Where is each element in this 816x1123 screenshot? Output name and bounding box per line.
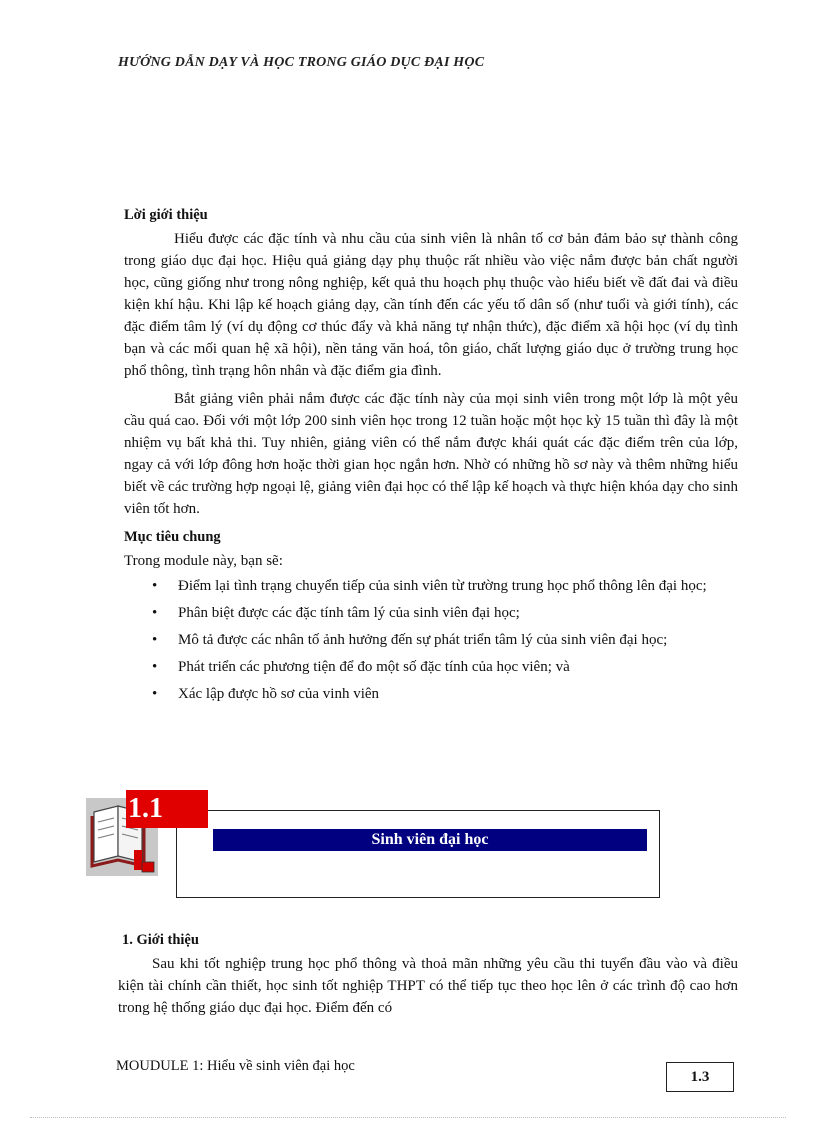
running-header: HƯỚNG DẪN DẠY VÀ HỌC TRONG GIÁO DỤC ĐẠI HỌC	[118, 55, 485, 70]
intro-paragraph-1: Hiểu được các đặc tính và nhu cầu của sinh viên là nhân tố cơ bản đảm bảo sự thành công trong giáo dục đại học. Hiệu quả giảng dạy phụ thuộc rất nhiều vào việc nắm được bản chất người học, cũng giống như trong nông nghiệp, kết quả thu hoạch phụ thuộc vào hiểu biết về đất đai và điều kiện khí hậu. Khi lập kế hoạch giảng dạy, cần tính đến các yếu tố dân số (như tuổi và giới tính), các đặc điểm tâm lý (ví dụ động cơ thúc đẩy và khả năng tự nhận thức), đặc điểm xã hội học (ví dụ tình bạn và các mối quan hệ xã hội), nền tảng văn hoá, tôn giáo, chất lượng giáo dục ở trường trung học phổ thông, tình trạng hôn nhân và đặc điểm gia đình.	[124, 231, 738, 379]
intro-section	[124, 204, 738, 711]
subsection-heading: 1. Giới thiệu	[122, 932, 199, 948]
bullet-icon: •	[152, 578, 158, 594]
intro-paragraph-2: Bắt giảng viên phải nắm được các đặc tính này của mọi sinh viên trong một lớp là một yêu cầu quá cao. Đối với một lớp 200 sinh viên học trong 12 tuần hoặc một học kỳ 15 tuần thì đây là một nhiệm vụ bất khả thi. Tuy nhiên, giảng viên có thể nắm được khái quát các đặc điểm trên của lớp, ngay cả với lớp đông hơn hoặc thời gian học ngắn hơn. Nhờ có những hồ sơ này và thêm những hiểu biết về các trường hợp ngoại lệ, giảng viên đại học có thể lập kế hoạch và thực hiện khóa dạy cho sinh viên tốt hơn.	[124, 391, 739, 517]
footer-module: MOUDULE 1: Hiểu về sinh viên đại học	[116, 1058, 355, 1074]
list-item: • Điểm lại tình trạng chuyển tiếp của sinh viên từ trường trung học phổ thông lên đại học;	[152, 578, 707, 594]
objectives-heading: Mục tiêu chung	[124, 529, 221, 545]
page-divider	[30, 1117, 786, 1118]
bullet-icon: •	[152, 686, 158, 702]
objectives-lead: Trong module này, bạn sẽ:	[124, 553, 283, 569]
subsection-paragraph: Sau khi tốt nghiệp trung học phổ thông và thoả mãn những yêu cầu thi tuyển đầu vào và điều kiện tài chính cần thiết, học sinh tốt nghiệp THPT có thể tiếp tục theo học lên ở các trình độ cao hơn trong hệ thống giáo dục đại học. Điểm đến có	[118, 956, 738, 1016]
bullet-icon: •	[152, 632, 158, 648]
intro-heading: Lời giới thiệu	[124, 207, 208, 223]
section-frame	[176, 810, 660, 898]
section-number: 1.1	[126, 790, 208, 828]
objectives-list	[124, 576, 738, 704]
list-item: • Phát triển các phương tiện để đo một số đặc tính của học viên; và	[152, 659, 570, 675]
list-item: • Phân biệt được các đặc tính tâm lý của sinh viên đại học;	[152, 605, 520, 621]
list-item: • Mô tả được các nhân tố ảnh hưởng đến sự phát triển tâm lý của sinh viên đại học;	[152, 632, 668, 648]
intro-subsection	[118, 929, 738, 1019]
section-title: Sinh viên đại học	[213, 829, 647, 851]
bullet-icon: •	[152, 605, 158, 621]
bullet-icon: •	[152, 659, 158, 675]
page-number: 1.3	[666, 1062, 734, 1092]
list-item: • Xác lập được hồ sơ của vinh viên	[152, 686, 380, 702]
